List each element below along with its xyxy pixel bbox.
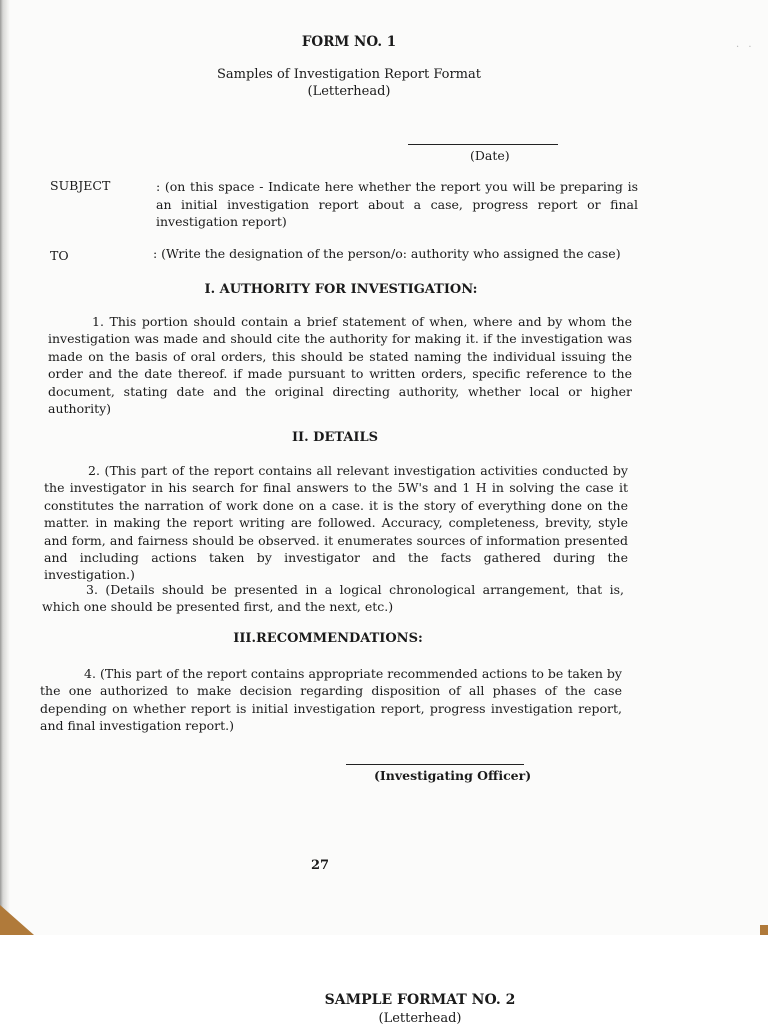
signature-line [346, 764, 524, 765]
paragraph-3: 3. (Details should be presented in a logical chronological arrangement, that is, which one should be presented first, and the next, etc.) [42, 582, 624, 615]
paragraph-1: 1. This portion should contain a brief statement of when, where and by whom the investigation was made and should cite the authority for making it. if the investigation was made on the basis of oral orders, this should be stated naming the individual issuing the order and the date thereof. if made pursuant to written orders, specific reference to the document, stating date and the original directing authority, whether local or higher authority) [48, 314, 632, 417]
next-page-edge [760, 925, 768, 935]
section-heading-recommendations: III.RECOMMENDATIONS: [233, 631, 423, 646]
subject-label: SUBJECT [50, 178, 111, 193]
subject-text: : (on this space - Indicate here whether the report you will be preparing is an initial investigation report about a case, progress report or final investigation report) [156, 179, 638, 229]
paragraph-4: 4. (This part of the report contains appropriate recommended actions to be taken by the one authorized to make decision regarding disposition of all phases of the case depending on whether report is initial investigation report, progress investigation report, and final investigation report.) [40, 666, 622, 734]
signature-label: (Investigating Officer) [374, 768, 532, 783]
section-heading-details: II. DETAILS [291, 430, 379, 445]
date-label: (Date) [470, 148, 510, 163]
form-subtitle [0, 66, 698, 100]
page-corner-curl [0, 905, 34, 935]
next-page-title: SAMPLE FORMAT NO. 2 [324, 992, 516, 1008]
page-specks: · · [736, 42, 755, 53]
to-label: TO [50, 248, 69, 263]
binding-shadow [0, 0, 10, 935]
paragraph-2: 2. (This part of the report contains all relevant investigation activities conducted by the investigator in his search for final answers to the 5W's and 1 H in solving the case it constitutes the narration of work done on a case. it is the story of everything done on the matter. in making the report writing are followed. Accuracy, completeness, brevity, style and form, and fairness should be observed. it enumerates sources of information presented and including actions taken by investigator and the facts gathered during the investigation.) [44, 463, 628, 583]
form-title: Samples of Investigation Report Format [217, 67, 481, 82]
section-heading-authority: I. AUTHORITY FOR INVESTIGATION: [204, 282, 478, 297]
to-text: : (Write the designation of the person/o: authority who assigned the case) [153, 246, 621, 261]
next-page-letterhead: (Letterhead) [378, 1011, 462, 1024]
letterhead-label: (Letterhead) [307, 84, 391, 99]
date-line [408, 144, 558, 145]
form-number: FORM NO. 1 [301, 34, 397, 50]
page-number: 27 [311, 858, 330, 873]
